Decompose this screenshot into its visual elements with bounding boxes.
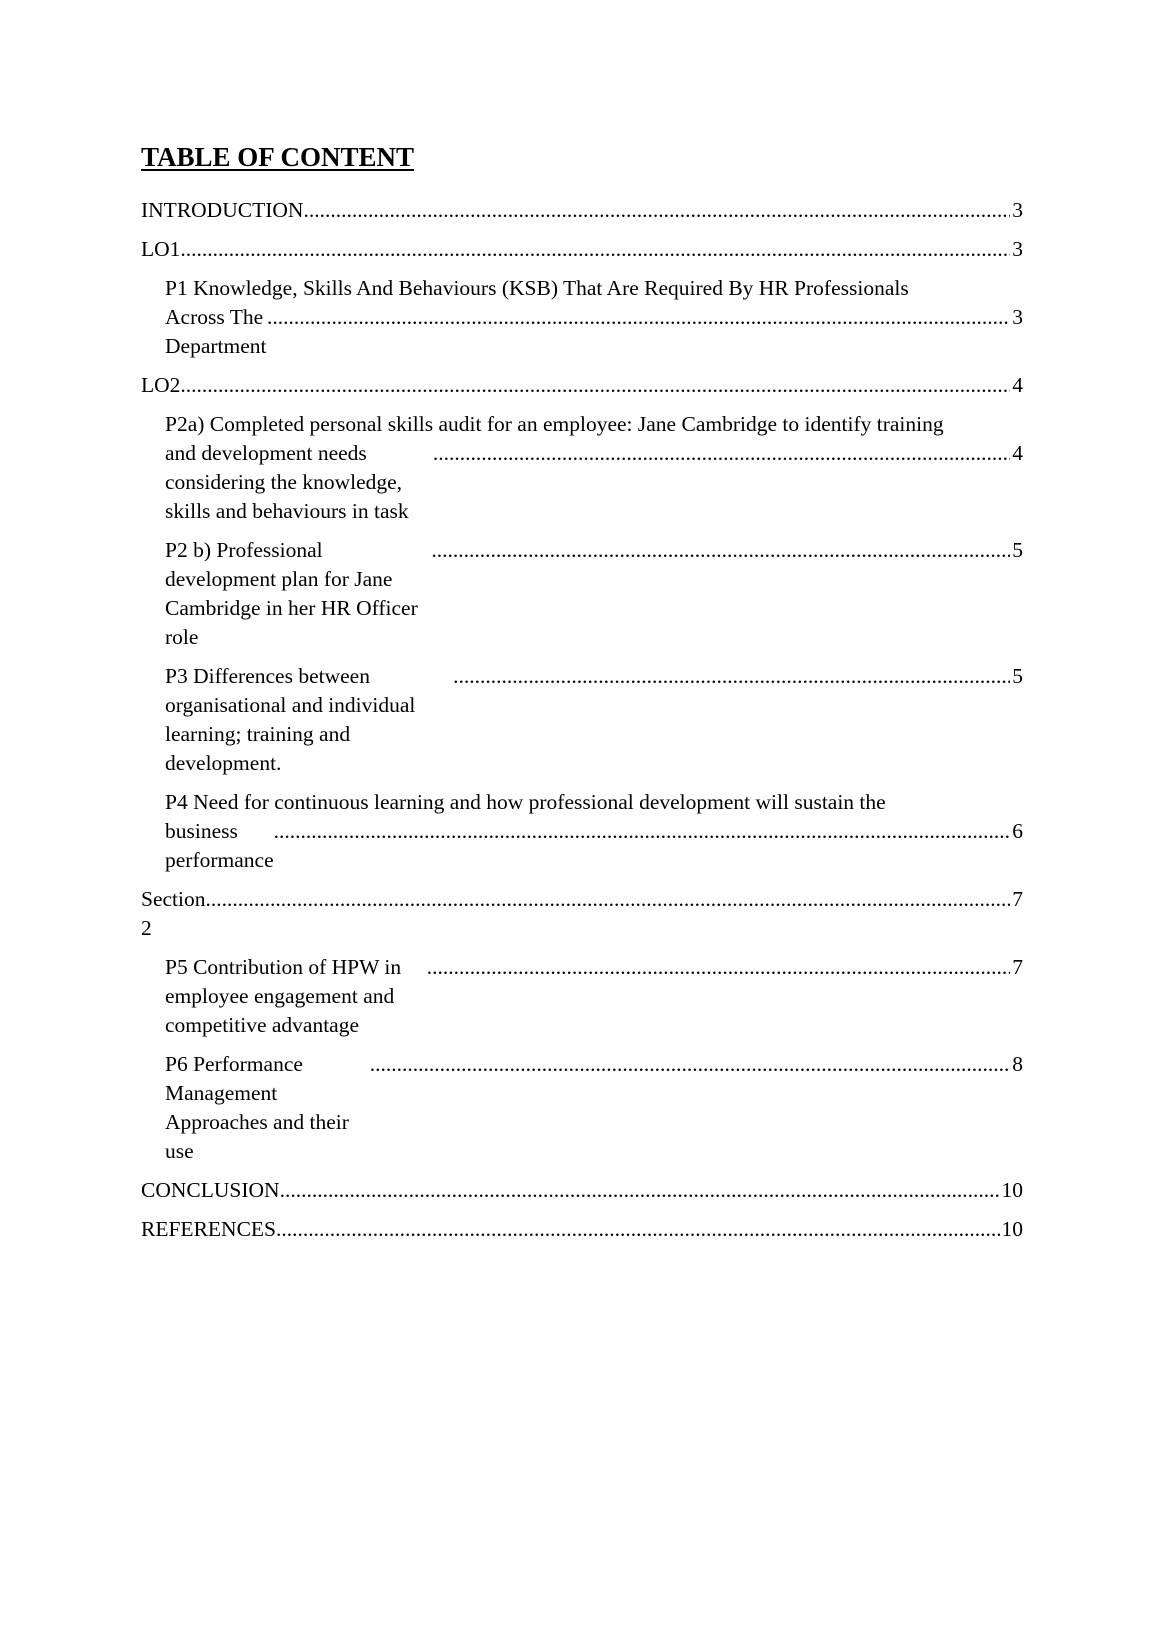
toc-page-number: 7 — [1012, 955, 1023, 979]
toc-entry-label: P5 Contribution of HPW in employee engagement and competitive advantage — [165, 955, 402, 1037]
toc-page-number: 3 — [1012, 237, 1023, 261]
toc-entry-label: INTRODUCTION — [141, 198, 304, 222]
toc-entry-label: Section 2 — [141, 887, 206, 940]
toc-dot-leader — [267, 303, 1010, 332]
toc-entry-label: CONCLUSION — [141, 1178, 280, 1202]
toc-entry-label: P2 b) Professional development plan for Jane Cambridge in her HR Officer role — [165, 538, 418, 649]
toc-entry-label: P3 Differences between organisational and individual learning; training and development. — [165, 664, 416, 775]
toc-title: TABLE OF CONTENT — [141, 142, 415, 172]
toc-page-number: 10 — [1001, 1178, 1023, 1202]
toc-dot-leader — [180, 371, 1010, 400]
toc-page-number: 4 — [1012, 373, 1023, 397]
toc-entry-label: P6 Performance Management Approaches and their use — [165, 1052, 349, 1163]
toc-entry-label: and development needs considering the knowledge, skills and behaviours in task — [165, 441, 409, 523]
toc-entry-label: LO2 — [141, 373, 181, 397]
toc-dot-leader — [303, 196, 1010, 225]
toc-entry-introduction[interactable] — [141, 196, 1023, 225]
toc-dot-leader — [280, 1176, 1000, 1205]
toc-page-number: 8 — [1012, 1052, 1023, 1076]
toc-dot-leader — [206, 885, 1011, 914]
toc-list — [141, 196, 1023, 1244]
toc-entry-p3[interactable] — [141, 662, 1023, 778]
toc-entry-p6[interactable] — [141, 1050, 1023, 1166]
toc-entry-lo1[interactable] — [141, 235, 1023, 264]
toc-entry-label-line1: P2a) Completed personal skills audit for an employee: Jane Cambridge to identify training — [165, 412, 944, 436]
toc-dot-leader — [180, 235, 1010, 264]
toc-entry-label: business performance — [165, 819, 274, 872]
toc-dot-leader — [274, 817, 1011, 846]
toc-entry-label: Across The Department — [165, 305, 267, 358]
toc-dot-leader — [433, 439, 1010, 468]
toc-dot-leader — [453, 662, 1010, 691]
toc-dot-leader — [370, 1050, 1011, 1079]
document-page — [141, 140, 1023, 1254]
toc-entry-references[interactable] — [141, 1215, 1023, 1244]
toc-entry-p1[interactable] — [141, 274, 1023, 361]
toc-page-number: 7 — [1012, 887, 1023, 911]
toc-entry-conclusion[interactable] — [141, 1176, 1023, 1205]
toc-dot-leader — [276, 1215, 1000, 1244]
toc-entry-label-line1: P4 Need for continuous learning and how professional development will sustain the — [165, 790, 886, 814]
toc-page-number: 10 — [1001, 1217, 1023, 1241]
toc-page-number: 3 — [1012, 305, 1023, 329]
toc-page-number: 5 — [1012, 538, 1023, 562]
toc-dot-leader — [431, 536, 1010, 565]
toc-entry-p2b[interactable] — [141, 536, 1023, 652]
toc-entry-label: REFERENCES — [141, 1217, 276, 1241]
toc-entry-lo2[interactable] — [141, 371, 1023, 400]
toc-entry-p5[interactable] — [141, 953, 1023, 1040]
toc-page-number: 5 — [1012, 664, 1023, 688]
toc-entry-p4[interactable] — [141, 788, 1023, 875]
toc-entry-section-2[interactable] — [141, 885, 1023, 943]
toc-page-number: 3 — [1012, 198, 1023, 222]
toc-page-number: 6 — [1012, 819, 1023, 843]
toc-entry-label-line1: P1 Knowledge, Skills And Behaviours (KSB) That Are Required By HR Professionals — [165, 276, 909, 300]
toc-entry-label: LO1 — [141, 237, 181, 261]
toc-page-number: 4 — [1012, 441, 1023, 465]
toc-dot-leader — [427, 953, 1011, 982]
toc-entry-p2a[interactable] — [141, 410, 1023, 526]
